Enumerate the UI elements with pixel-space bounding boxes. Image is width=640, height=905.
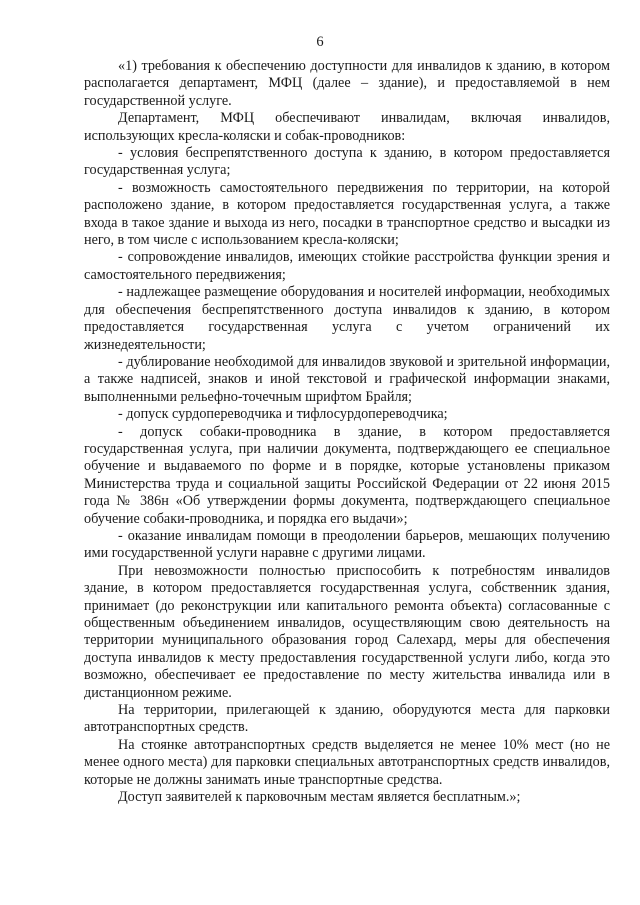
paragraph: На стоянке автотранспортных средств выделяется не менее 10% мест (но не менее одного места) для парковки специальных автотранспортных средств инвалидов, которые не должны занимать иные транспортные средства. [84,736,610,788]
list-item: - надлежащее размещение оборудования и носителей информации, необходимых для обеспечения беспрепятственного доступа инвалидов к зданию, в котором предоставляется государственная услуга с учетом ограничений их жизнедеятельности; [84,284,610,353]
list-item: - сопровождение инвалидов, имеющих стойкие расстройства функции зрения и самостоятельного передвижения; [84,249,610,283]
page-number: 6 [316,34,324,50]
list-item: - допуск собаки-проводника в здание, в котором предоставляется государственная услуга, при наличии документа, подтверждающего ее специальное обучение и выдаваемого по форме и в порядке, которые установлены приказом Министерства труда и социальной защиты Российской Федерации от 22 июня 2015 года № 386н «Об утверждении формы документа, подтверждающего специальное обучение собаки-проводника, и порядка его выдачи»; [84,423,610,527]
paragraph: Департамент, МФЦ обеспечивают инвалидам, включая инвалидов, использующих кресла-коляски и собак-проводников: [84,110,610,144]
list-item: - дублирование необходимой для инвалидов звуковой и зрительной информации, а также надписей, знаков и иной текстовой и графической информации знаками, выполненными рельефно-точечным шрифтом Брайля; [84,353,610,405]
document-body [84,58,610,806]
list-item: - оказание инвалидам помощи в преодолении барьеров, мешающих получению ими государственной услуги наравне с другими лицами. [84,527,610,562]
list-item: - возможность самостоятельного передвижения по территории, на которой расположено здание, в котором предоставляется государственная услуга, а также входа в такое здание и выхода из него, посадки в транспортное средство и высадки из него, в том числе с использованием кресла-коляски; [84,179,610,249]
paragraph: «1) требования к обеспечению доступности для инвалидов к зданию, в котором располагается департамент, МФЦ (далее – здание), и предоставляемой в нем государственной услуге. [84,58,610,109]
paragraph: При невозможности полностью приспособить к потребностям инвалидов здание, в котором предоставляется государственная услуга, собственник здания, принимает (до реконструкции или капитального ремонта объекта) согласованные с общественным объединением инвалидов, осуществляющим свою деятельность на территории муниципального образования город Салехард, меры для обеспечения доступа инвалидов к месту предоставления государственной услуги либо, когда это возможно, обеспечивает ее предоставление по месту жительства инвалида или в дистанционном режиме. [84,562,610,701]
paragraph: На территории, прилегающей к зданию, оборудуются места для парковки автотранспортных средств. [84,702,610,736]
list-item: - допуск сурдопереводчика и тифлосурдопереводчика; [118,406,448,423]
paragraph: Доступ заявителей к парковочным местам является бесплатным.»; [118,789,521,806]
list-item: - условия беспрепятственного доступа к зданию, в котором предоставляется государственная услуга; [84,145,610,179]
